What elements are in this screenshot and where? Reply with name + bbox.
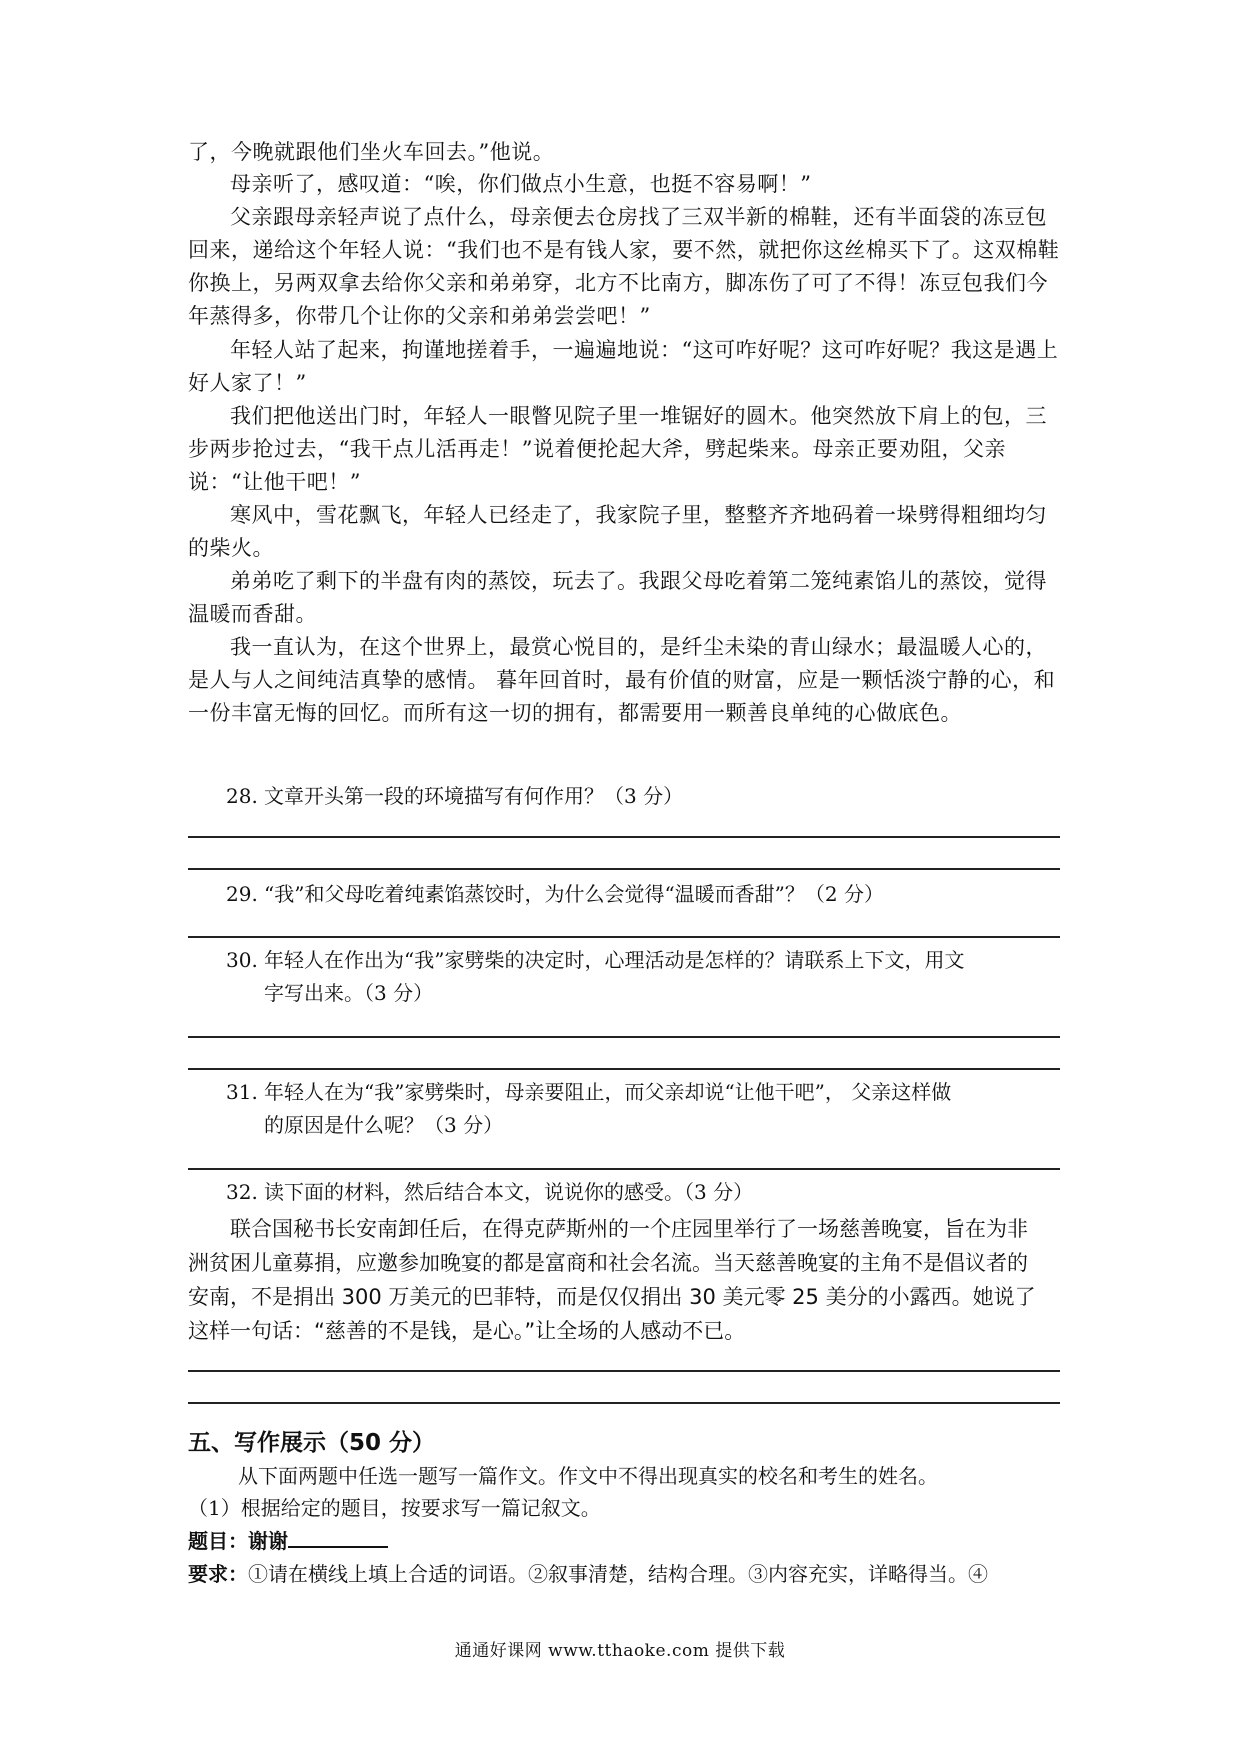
answer-line[interactable] <box>188 836 1060 838</box>
question-32 <box>226 1176 1056 1209</box>
story-paragraph: 母亲听了，感叹道：“唉，你们做点小生意，也挺不容易啊！” <box>230 172 812 196</box>
question-text: 年轻人在作出为“我”家劈柴的决定时，心理活动是怎样的？请联系上下文，用文 <box>264 948 965 972</box>
story-paragraph: 我们把他送出门时，年轻人一眼瞥见院子里一堆锯好的圆木。他突然放下肩上的包，三步两步抢过去，“我干点儿活再走！”说着便抡起大斧，劈起柴来。母亲正要劝阻，父亲说：“让他干吧！” <box>188 404 1047 494</box>
topic-label: 题目：谢谢 <box>188 1529 288 1553</box>
requirements-text: ①请在横线上填上合适的词语。②叙事清楚，结构合理。③内容充实，详略得当。④ <box>248 1562 988 1586</box>
question-text: 的原因是什么呢？（3 分） <box>264 1113 504 1137</box>
page-footer: 通通好课网 www.tthaoke.com 提供下载 <box>454 1641 786 1661</box>
section-title: 五、写作展示（50 分） <box>188 1430 436 1456</box>
answer-line[interactable] <box>188 1168 1060 1170</box>
question-text: 文章开头第一段的环境描写有何作用？（3 分） <box>264 784 684 808</box>
material-line: 联合国秘书长安南卸任后，在得克萨斯州的一个庄园里举行了一场慈善晚宴，旨在为非 <box>230 1217 1028 1241</box>
story-paragraph: 年轻人站了起来，拘谨地搓着手，一遍遍地说：“这可咋好呢？这可咋好呢？我这是遇上好人家了！” <box>188 338 1059 395</box>
material-line: 安南，不是捐出 300 万美元的巴菲特，而是仅仅捐出 30 美元零 25 美分的小露西。她说了 <box>188 1285 1036 1309</box>
question-31 <box>226 1076 1056 1142</box>
answer-line[interactable] <box>188 1036 1060 1038</box>
story-paragraph: 父亲跟母亲轻声说了点什么，母亲便去仓房找了三双半新的棉鞋，还有半面袋的冻豆包回来，递给这个年轻人说：“我们也不是有钱人家，要不然，就把你这丝棉买下了。这双棉鞋你换上，另两双拿去给你父亲和弟弟穿，北方不比南方，脚冻伤了可了不得！冻豆包我们今年蒸得多，你带几个让你的父亲和弟弟尝尝吧！” <box>188 205 1060 328</box>
question-text: 读下面的材料，然后结合本文，说说你的感受。（3 分） <box>264 1180 754 1204</box>
question-30 <box>226 944 1056 1010</box>
question-number: 30. <box>226 948 258 972</box>
question-number: 32. <box>226 1180 258 1204</box>
question-number: 31. <box>226 1080 258 1104</box>
story-paragraph: 寒风中，雪花飘飞，年轻人已经走了，我家院子里，整整齐齐地码着一垛劈得粗细均匀的柴火。 <box>188 503 1047 560</box>
question-number: 28. <box>226 784 258 808</box>
question-number: 29. <box>226 882 258 906</box>
story-paragraph: 了，今晚就跟他们坐火车回去。”他说。 <box>188 140 555 164</box>
material-line: 洲贫困儿童募捐，应邀参加晚宴的都是富商和社会名流。当天慈善晚宴的主角不是倡议者的 <box>188 1251 1028 1275</box>
question-29 <box>226 878 1056 911</box>
question-28 <box>226 780 1056 813</box>
answer-line[interactable] <box>188 1402 1060 1404</box>
answer-line[interactable] <box>188 936 1060 938</box>
question-text: 年轻人在为“我”家劈柴时，母亲要阻止，而父亲却说“让他干吧”， 父亲这样做 <box>264 1080 952 1104</box>
writing-requirements <box>188 1558 1060 1590</box>
answer-line[interactable] <box>188 1370 1060 1372</box>
writing-option-1: （1）根据给定的题目，按要求写一篇记叙文。 <box>188 1496 601 1520</box>
material-line: 这样一句话：“慈善的不是钱，是心。”让全场的人感动不已。 <box>188 1319 746 1343</box>
story-paragraph: 弟弟吃了剩下的半盘有肉的蒸饺，玩去了。我跟父母吃着第二笼纯素馅儿的蒸饺，觉得温暖而香甜。 <box>188 569 1047 626</box>
writing-intro: 从下面两题中任选一题写一篇作文。作文中不得出现真实的校名和考生的姓名。 <box>238 1464 938 1488</box>
question-text: 字写出来。（3 分） <box>264 981 434 1005</box>
reading-material <box>188 1212 1060 1348</box>
answer-line[interactable] <box>188 868 1060 870</box>
requirements-label: 要求： <box>188 1562 248 1586</box>
story-paragraph: 我一直认为，在这个世界上，最赏心悦目的，是纤尘未染的青山绿水；最温暖人心的，是人与人之间纯洁真挚的感情。 暮年回首时，最有价值的财富，应是一颗恬淡宁静的心，和一份丰富无悔的回忆。而所有这一切的拥有，都需要用一颗善良单纯的心做底色。 <box>188 635 1056 725</box>
answer-line[interactable] <box>188 1068 1060 1070</box>
question-text: “我”和父母吃着纯素馅蒸饺时，为什么会觉得“温暖而香甜”？（2 分） <box>264 882 884 906</box>
topic-blank[interactable] <box>288 1526 388 1548</box>
writing-topic <box>188 1525 388 1557</box>
